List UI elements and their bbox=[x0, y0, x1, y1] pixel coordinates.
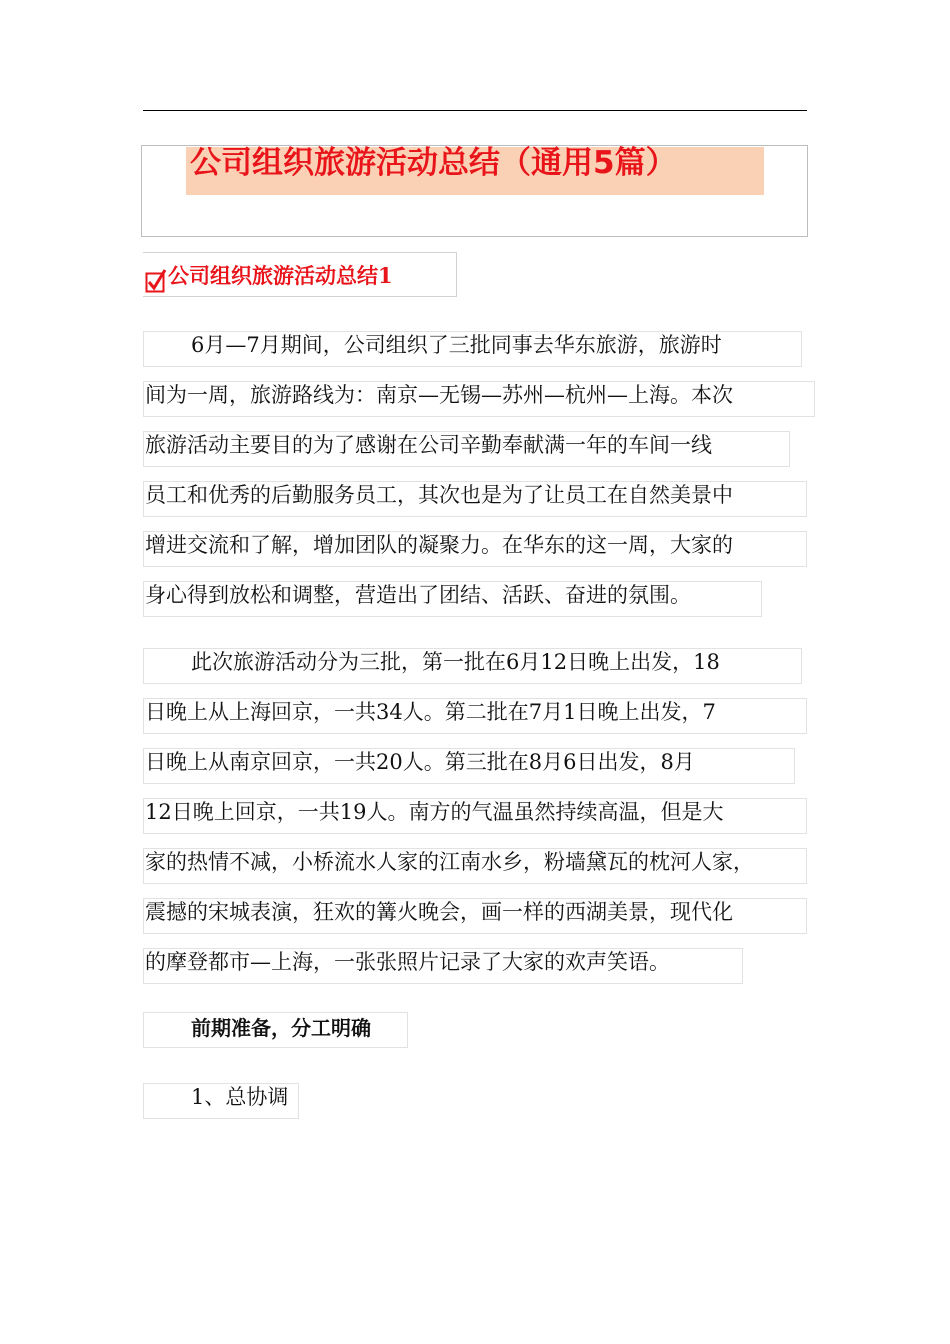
checkbox-icon bbox=[145, 268, 167, 294]
paragraph-line: 家的热情不减，小桥流水人家的江南水乡，粉墙黛瓦的枕河人家， bbox=[145, 850, 754, 874]
paragraph-line: 日晚上从南京回京，一共20人。第三批在8月6日出发，8月 bbox=[145, 750, 695, 774]
section-heading: 公司组织旅游活动总结1 bbox=[168, 263, 393, 288]
subheading: 前期准备，分工明确 bbox=[191, 1016, 371, 1040]
top-rule bbox=[143, 110, 807, 111]
page-title: 公司组织旅游活动总结（通用5篇） bbox=[190, 145, 677, 181]
paragraph-line: 日晚上从上海回京，一共34人。第二批在7月1日晚上出发，7 bbox=[145, 700, 716, 724]
paragraph-line: 震撼的宋城表演，狂欢的篝火晚会，画一样的西湖美景，现代化 bbox=[145, 900, 733, 924]
paragraph-line: 身心得到放松和调整，营造出了团结、活跃、奋进的氛围。 bbox=[145, 583, 691, 607]
paragraph-line: 增进交流和了解，增加团队的凝聚力。在华东的这一周，大家的 bbox=[145, 533, 733, 557]
list-item: 1、总协调 bbox=[191, 1085, 289, 1109]
paragraph-line: 的摩登都市—上海，一张张照片记录了大家的欢声笑语。 bbox=[145, 950, 670, 974]
paragraph-line: 员工和优秀的后勤服务员工，其次也是为了让员工在自然美景中 bbox=[145, 483, 733, 507]
paragraph-line: 12日晚上回京，一共19人。南方的气温虽然持续高温，但是大 bbox=[145, 800, 724, 824]
paragraph-line: 间为一周，旅游路线为：南京—无锡—苏州—杭州—上海。本次 bbox=[145, 383, 733, 407]
paragraph-line: 旅游活动主要目的为了感谢在公司辛勤奉献满一年的车间一线 bbox=[145, 433, 712, 457]
paragraph-line: 此次旅游活动分为三批，第一批在6月12日晚上出发，18 bbox=[191, 650, 720, 674]
paragraph-line: 6月—7月期间，公司组织了三批同事去华东旅游，旅游时 bbox=[191, 333, 722, 357]
